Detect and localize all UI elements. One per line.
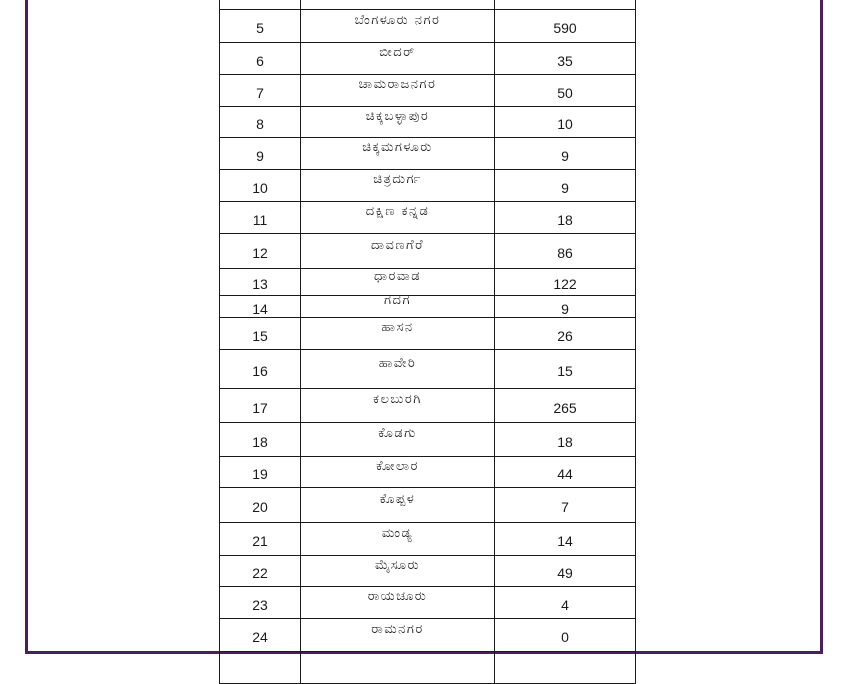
- table-row: [220, 0, 636, 10]
- table-row: [220, 170, 636, 202]
- row-number-cell: 22: [220, 556, 301, 587]
- row-number-cell: 8: [220, 107, 301, 138]
- district-name-cell: [301, 0, 495, 10]
- row-number-cell: 19: [220, 457, 301, 488]
- district-name-cell: ಚಿಕ್ಕಬಳ್ಳಾಪುರ: [301, 107, 495, 138]
- case-count-cell: 49: [495, 556, 636, 587]
- case-count-cell: 122: [495, 269, 636, 296]
- table-row: [220, 423, 636, 457]
- row-number-cell: 13: [220, 269, 301, 296]
- case-count-cell: 18: [495, 202, 636, 234]
- district-name-cell: ದಕ್ಷಿಣ ಕನ್ನಡ: [301, 202, 495, 234]
- table-row: [220, 350, 636, 389]
- table-row: [220, 107, 636, 138]
- district-cases-table: [219, 0, 636, 684]
- district-name-cell: ಚಾಮರಾಜನಗರ: [301, 75, 495, 107]
- row-number-cell: 23: [220, 587, 301, 619]
- case-count-cell: 7: [495, 488, 636, 523]
- table-row: [220, 587, 636, 619]
- case-count-cell: 50: [495, 75, 636, 107]
- case-count-cell: [495, 0, 636, 10]
- district-name-cell: ಬೆಂಗಳೂರು ನಗರ: [301, 10, 495, 43]
- district-name-cell: ದಾವಣಗೆರೆ: [301, 234, 495, 269]
- case-count-cell: 35: [495, 43, 636, 75]
- table-row: [220, 75, 636, 107]
- row-number-cell: 11: [220, 202, 301, 234]
- case-count-cell: [495, 652, 636, 684]
- case-count-cell: 9: [495, 296, 636, 318]
- row-number-cell: 15: [220, 318, 301, 350]
- row-number-cell: 12: [220, 234, 301, 269]
- case-count-cell: 15: [495, 350, 636, 389]
- row-number-cell: 10: [220, 170, 301, 202]
- table-row: [220, 488, 636, 523]
- row-number-cell: 16: [220, 350, 301, 389]
- district-name-cell: ಕಲಬುರಗಿ: [301, 389, 495, 423]
- district-name-cell: ಬೀದರ್: [301, 43, 495, 75]
- row-number-cell: 20: [220, 488, 301, 523]
- district-name-cell: ಕೊಡಗು: [301, 423, 495, 457]
- table-row: [220, 318, 636, 350]
- row-number-cell: 5: [220, 10, 301, 43]
- row-number-cell: 14: [220, 296, 301, 318]
- row-number-cell: 9: [220, 138, 301, 170]
- district-name-cell: ಹಾವೇರಿ: [301, 350, 495, 389]
- district-name-cell: ಮಂಡ್ಯ: [301, 523, 495, 556]
- table-row: [220, 389, 636, 423]
- district-name-cell: ಧಾರವಾಡ: [301, 269, 495, 296]
- district-name-cell: ಕೋಲಾರ: [301, 457, 495, 488]
- district-name-cell: ಮೈಸೂರು: [301, 556, 495, 587]
- row-number-cell: 18: [220, 423, 301, 457]
- row-number-cell: [220, 0, 301, 10]
- table-row: [220, 619, 636, 652]
- district-name-cell: ಹಾಸನ: [301, 318, 495, 350]
- case-count-cell: 4: [495, 587, 636, 619]
- district-name-cell: ಚಿಕ್ಕಮಗಳೂರು: [301, 138, 495, 170]
- table-row: [220, 138, 636, 170]
- district-name-cell: ಕೊಪ್ಪಳ: [301, 488, 495, 523]
- district-name-cell: ರಾಯಚೂರು: [301, 587, 495, 619]
- table-row: [220, 296, 636, 318]
- table-row: [220, 234, 636, 269]
- district-name-cell: [301, 652, 495, 684]
- case-count-cell: 86: [495, 234, 636, 269]
- row-number-cell: 24: [220, 619, 301, 652]
- case-count-cell: 10: [495, 107, 636, 138]
- row-number-cell: [220, 652, 301, 684]
- row-number-cell: 17: [220, 389, 301, 423]
- table-row: [220, 43, 636, 75]
- district-name-cell: ರಾಮನಗರ: [301, 619, 495, 652]
- row-number-cell: 6: [220, 43, 301, 75]
- table-row: [220, 202, 636, 234]
- table-row: [220, 10, 636, 43]
- case-count-cell: 9: [495, 170, 636, 202]
- table-row: [220, 523, 636, 556]
- case-count-cell: 14: [495, 523, 636, 556]
- district-name-cell: ಚಿತ್ರದುರ್ಗ: [301, 170, 495, 202]
- row-number-cell: 7: [220, 75, 301, 107]
- row-number-cell: 21: [220, 523, 301, 556]
- case-count-cell: 265: [495, 389, 636, 423]
- case-count-cell: 0: [495, 619, 636, 652]
- case-count-cell: 44: [495, 457, 636, 488]
- case-count-cell: 590: [495, 10, 636, 43]
- district-name-cell: ಗದಗ: [301, 296, 495, 318]
- case-count-cell: 18: [495, 423, 636, 457]
- case-count-cell: 9: [495, 138, 636, 170]
- table-row: [220, 269, 636, 296]
- table-row: [220, 457, 636, 488]
- case-count-cell: 26: [495, 318, 636, 350]
- table-row: [220, 556, 636, 587]
- table-row: [220, 652, 636, 684]
